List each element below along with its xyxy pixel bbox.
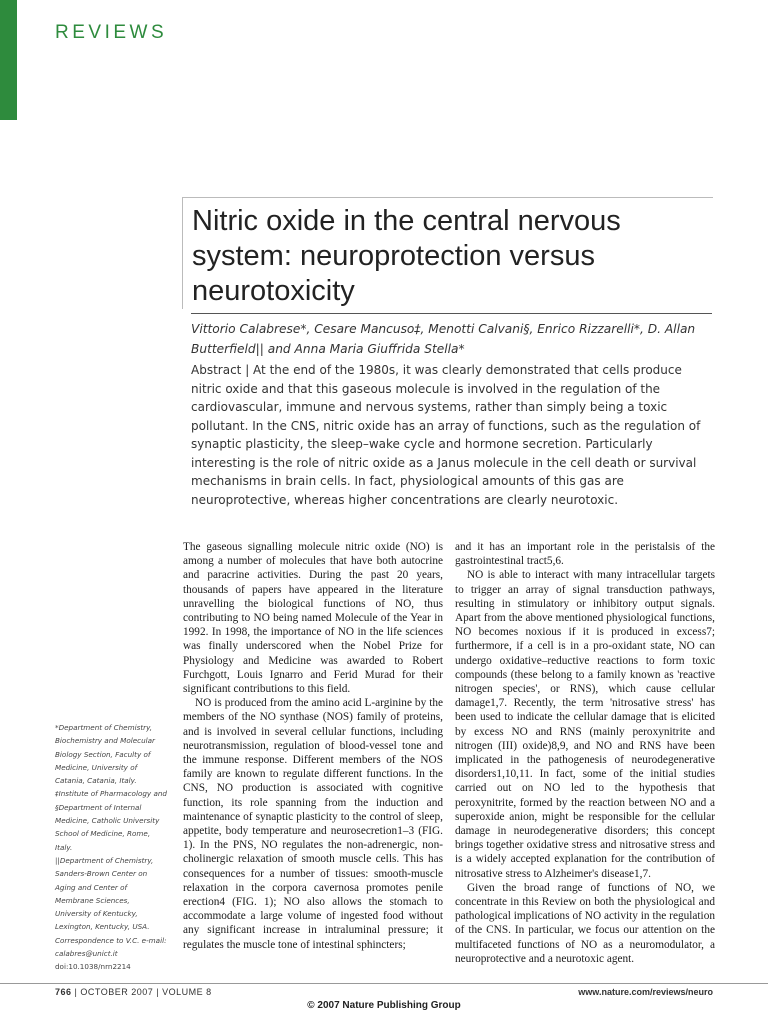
paragraph: NO is able to interact with many intracellular targets to trigger an array of signal transduction pathways, resulting in stimulatory or inhibitory output signals. Apart from the above mentioned physiological functions, NO becomes noxious if it is produced in excess7; furthermore, if a cell is in a pro-oxidant state, NO can undergo oxidative–reductive reactions to form toxic compounds (these belong to a family known as 'reactive nitrogen species', or RNS), which cause cellular damage1,7. Recently, the term 'nitrosative stress' has been used to indicate the cellular damage that is elicited by excess NO and RNS (mainly peroxynitrite and nitrogen (III) oxide)8,9, and NO and RNS have been implicated in the pathogenesis of neurodegenerative disorders1,10,11. In fact, some of the initial studies carried out on NO led to the hypothesis that peroxynitrite, formed by the reaction between NO and a superoxide anion, might be responsible for the cellular damage in neurodegenerative disorders; this concept brings together oxidative stress and nitrosative stress and is a widely accepted explanation for the contribution of nitrosative stress to Alzheimer's disease1,7. bbox=[455, 569, 715, 880]
affiliation: *Department of Chemistry, Biochemistry and Molecular Biology Section, Faculty of Medicine, University of Catania, Catania, Italy. bbox=[55, 723, 155, 786]
correspondence: Correspondence to V.C. e-mail: calabres@unict.it bbox=[55, 935, 167, 959]
abstract: Abstract | At the end of the 1980s, it was clearly demonstrated that cells produce nitric oxide and that this gaseous molecule is involved in the regulation of the cardiovascular, immune and nervous systems, rather than simply being a toxic pollutant. In the CNS, nitric oxide has an array of functions, such as the regulation of synaptic plasticity, the sleep–wake cycle and hormone secretion. Particularly interesting is the role of nitric oxide as a Janus molecule in the cell death or survival mechanisms in brain cells. In fact, physiological amounts of this gas are neuroprotective, whereas higher concentrations are clearly neurotoxic. bbox=[191, 363, 701, 507]
body-column-2 bbox=[455, 540, 715, 966]
paragraph: NO is produced from the amino acid L-arginine by the members of the NO synthase (NOS) family of proteins, and is involved in several cellular functions, including neurotransmission, regulation of blood-vessel tone and the immune response. Different members of the NOS family are known to regulate different functions. In the CNS, NO production is associated with cognitive function, its role spanning from the induction and maintenance of synaptic plasticity to the control of sleep, appetite, body temperature and neurosecretion1–3 (FIG. 1). In the PNS, NO regulates the non-adrenergic, non-cholinergic relaxation of smooth muscle cells. This has consequences for a number of tissues: smooth-muscle relaxation in the corpora cavernosa promotes penile erection4 (FIG. 1); NO also allows the stomach to accommodate a large volume of ingested food without any significant increase in intraluminal pressure; it regulates the muscle tone of intestinal sphincters; bbox=[183, 697, 443, 951]
affiliation: ||Department of Chemistry, Sanders-Brown Center on Aging and Center of Membrane Sciences, University of Kentucky, Lexington, Kentucky, USA. bbox=[55, 855, 154, 932]
section-color-bar bbox=[0, 0, 17, 120]
paragraph: Given the broad range of functions of NO, we concentrate in this Review on both the physiological and pathological implications of NO activity in the regulation of the CNS. In particular, we focus our attention on the multifaceted functions of NO as a neuromodulator, a neuroprotective and a neurotoxic agent. bbox=[455, 881, 715, 965]
title-rule bbox=[191, 313, 712, 314]
affiliations bbox=[55, 721, 167, 974]
footer-rule bbox=[0, 983, 768, 984]
page-number: 766 bbox=[55, 987, 72, 997]
section-label: REVIEWS bbox=[55, 22, 168, 43]
doi: doi:10.1038/nrn2214 bbox=[55, 962, 131, 972]
footer-issue bbox=[55, 987, 212, 997]
issue-info: | OCTOBER 2007 | VOLUME 8 bbox=[74, 987, 212, 997]
paragraph: and it has an important role in the peristalsis of the gastrointestinal tract5,6. bbox=[455, 541, 715, 568]
copyright: © 2007 Nature Publishing Group bbox=[307, 1000, 461, 1011]
body-column-1 bbox=[183, 540, 443, 952]
affiliation: ‡Institute of Pharmacology and §Department of Internal Medicine, Catholic University School of Medicine, Rome, Italy. bbox=[55, 789, 167, 852]
author-list: Vittorio Calabrese*, Cesare Mancuso‡, Menotti Calvani§, Enrico Rizzarelli*, D. Allan Butterfield|| and Anna Maria Giuffrida Stella* bbox=[191, 322, 696, 356]
title-frame bbox=[182, 197, 713, 309]
journal-url[interactable]: www.nature.com/reviews/neuro bbox=[578, 987, 713, 997]
paragraph: The gaseous signalling molecule nitric oxide (NO) is among a number of molecules that have both autocrine and paracrine activities. During the past 20 years, thousands of papers have appeared in the literature unravelling the biological functions of NO, thus contributing to NO being named Molecule of the Year in 1992. In 1998, the importance of NO in the life sciences was finally underscored when the Nobel Prize for Physiology and Medicine was awarded to Robert Furchgott, Louis Ignarro and Ferid Murad for their significant contributions to this field. bbox=[183, 541, 443, 696]
article-title: Nitric oxide in the central nervous system: neuroprotection versus neurotoxicity bbox=[192, 205, 621, 307]
